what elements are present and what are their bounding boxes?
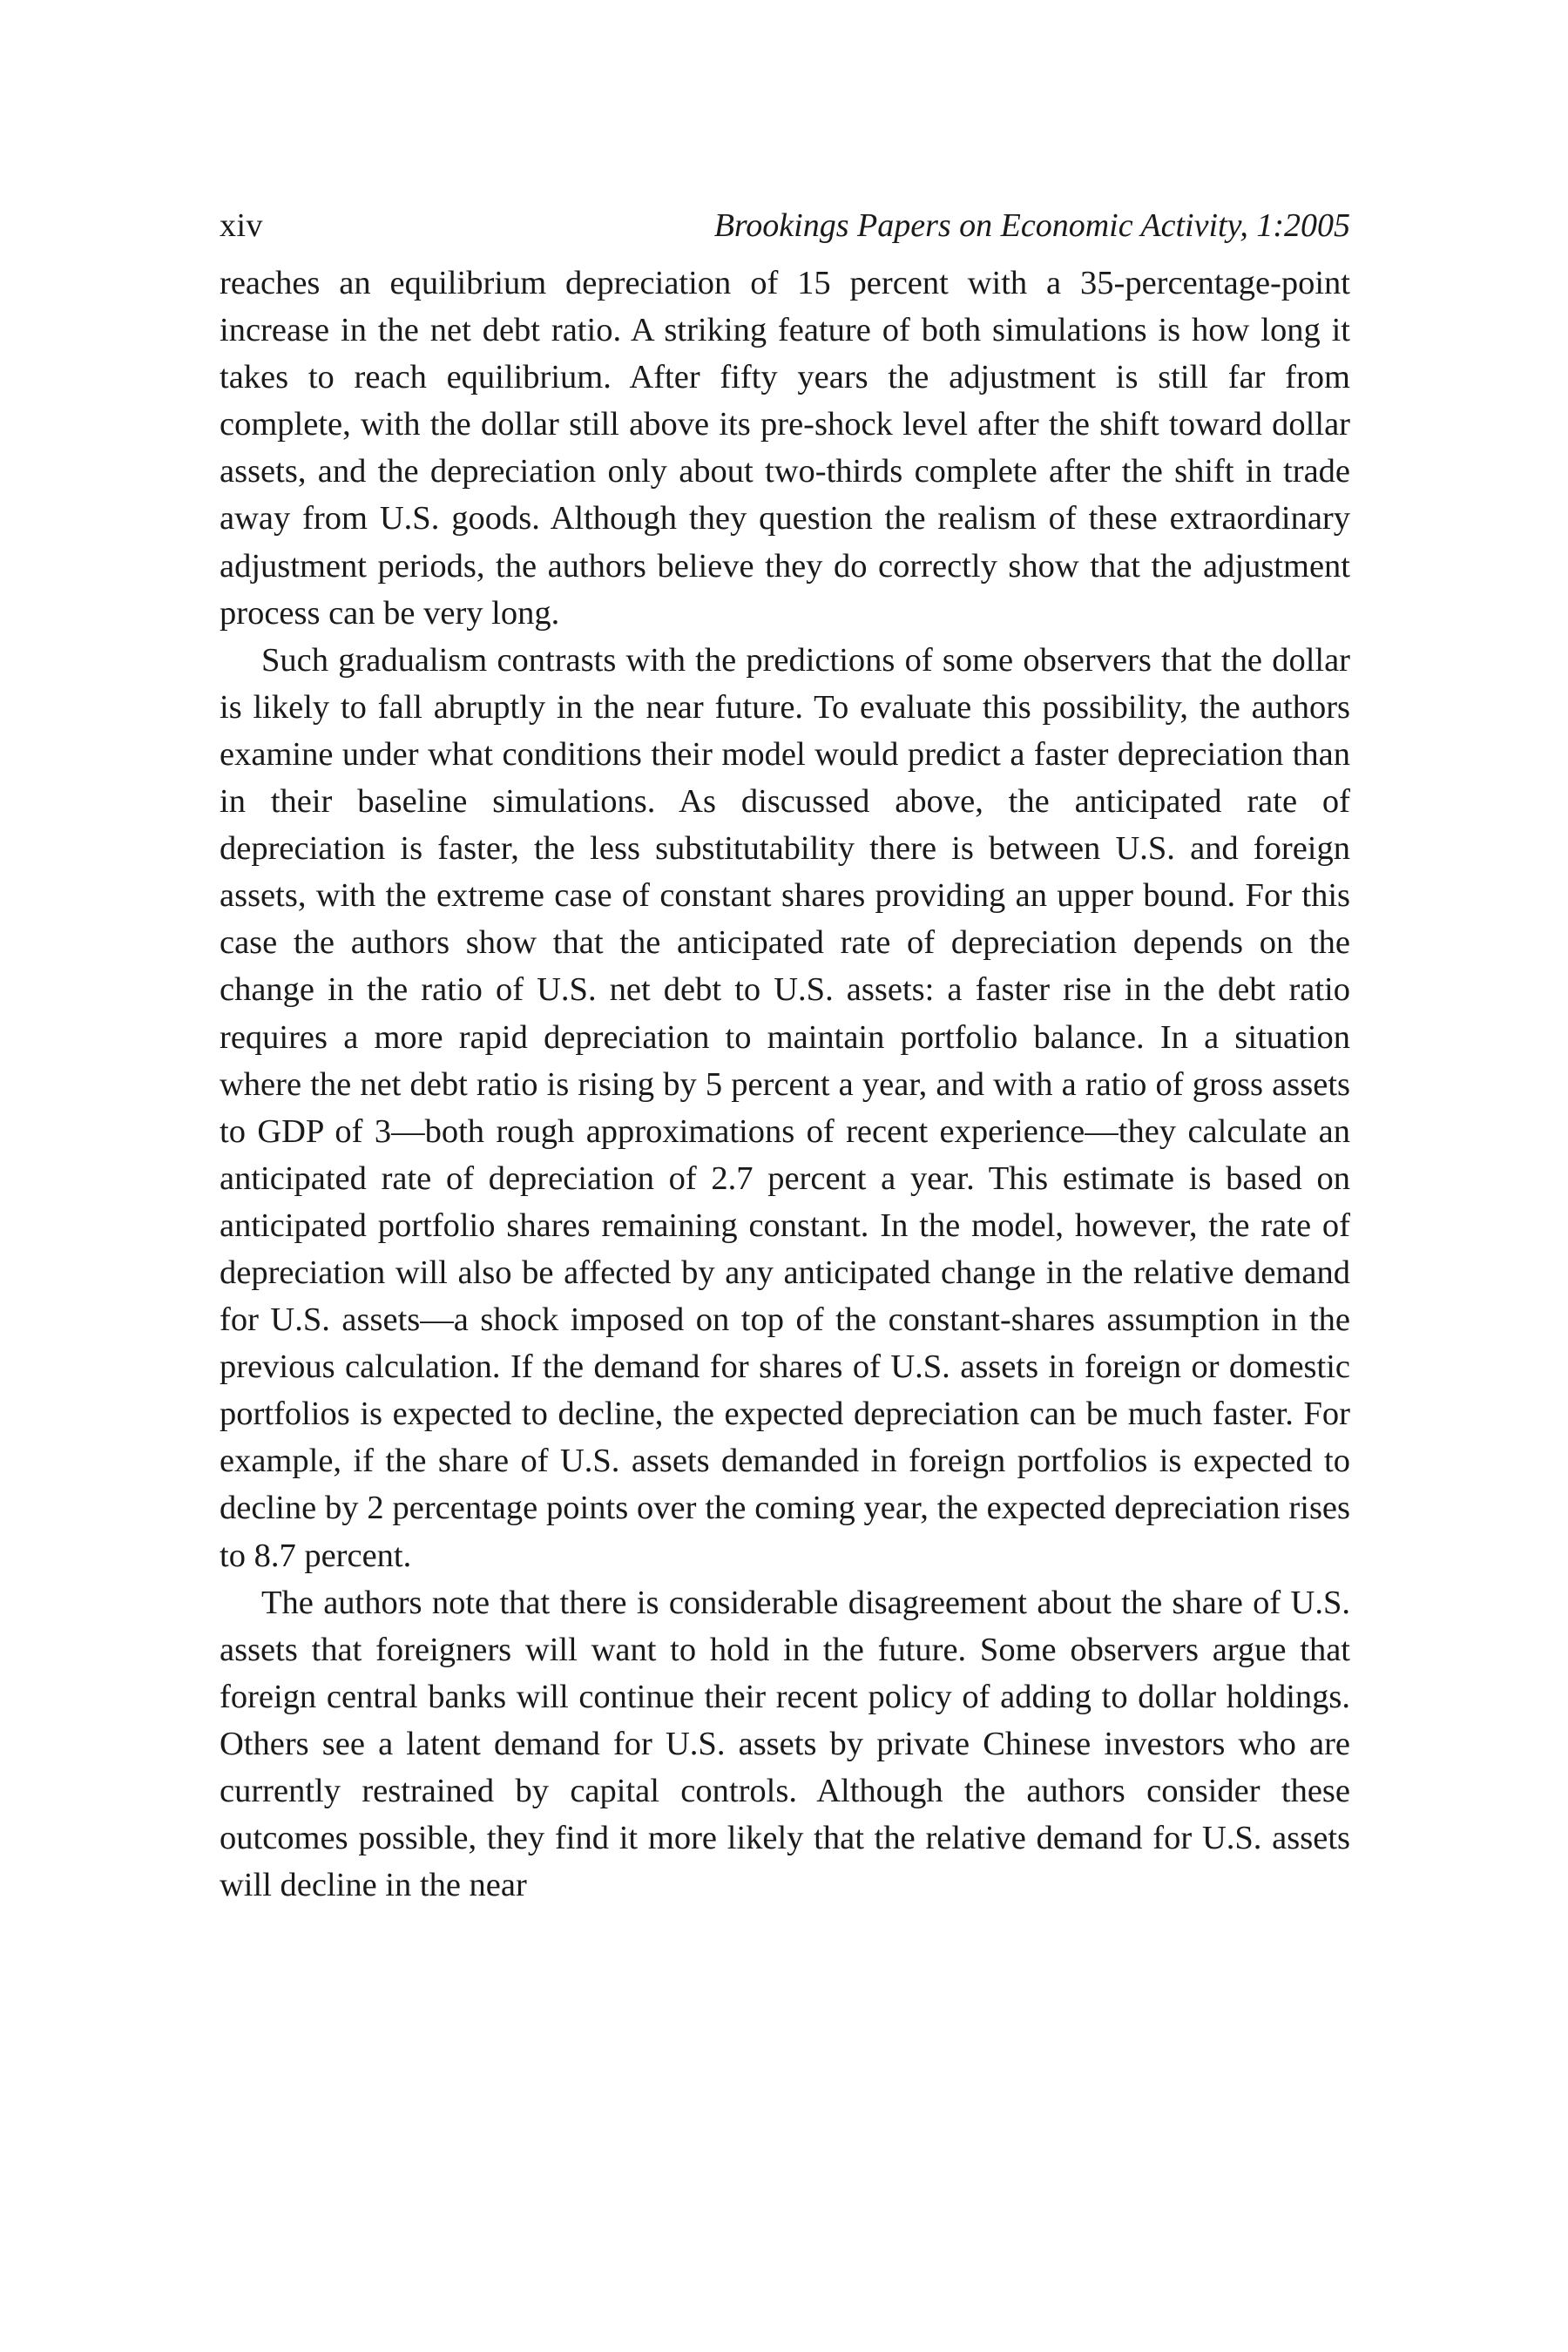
paragraph: Such gradualism contrasts with the predictions of some observers that the dollar is likely to fall abruptly in the near future. To evaluate this possibility, the authors examine under what conditions their model would predict a faster depreciation than in their baseline simulations. As discussed above, the anticipated rate of depreciation is faster, the less substitutability there is between U.S. and foreign assets, with the extreme case of constant shares providing an upper bound. For this case the authors show that the anticipated rate of depreciation depends on the change in the ratio of U.S. net debt to U.S. assets: a faster rise in the debt ratio requires a more rapid depreciation to maintain portfolio balance. In a situation where the net debt ratio is rising by 5 percent a year, and with a ratio of gross assets to GDP of 3—both rough approximations of recent experience—they calculate an anticipated rate of depreciation of 2.7 percent a year. This estimate is based on anticipated portfolio shares remaining constant. In the model, however, the rate of depreciation will also be affected by any anticipated change in the relative demand for U.S. assets—a shock imposed on top of the constant-shares assumption in the previous calculation. If the demand for shares of U.S. assets in foreign or domestic portfolios is expected to decline, the expected depreciation can be much faster. For example, if the share of U.S. assets demanded in foreign portfolios is expected to decline by 2 percentage points over the coming year, the expected depreciation rises to 8.7 percent. <box>220 641 1350 1574</box>
body-text <box>220 260 1350 1909</box>
paragraph: The authors note that there is considerable disagreement about the share of U.S. assets that foreigners will want to hold in the future. Some observers argue that foreign central banks will continue their recent policy of adding to dollar holdings. Others see a latent demand for U.S. assets by private Chinese investors who are currently restrained by capital controls. Although the authors consider these outcomes possible, they find it more likely that the relative demand for U.S. assets will decline in the near <box>220 1584 1350 1904</box>
paragraph-continued: reaches an equilibrium depreciation of 15 percent with a 35-percentage-point increase in the net debt ratio. A striking feature of both simulations is how long it takes to reach equilibrium. After fifty years the adjustment is still far from complete, with the dollar still above its pre-shock level after the shift toward dollar assets, and the depreciation only about two-thirds complete after the shift in trade away from U.S. goods. Although they question the realism of these extraordinary adjustment periods, the authors believe they do correctly show that the adjustment process can be very long. <box>220 265 1350 632</box>
running-head <box>220 209 1350 242</box>
book-page <box>220 209 1350 1909</box>
journal-title: Brookings Papers on Economic Activity, 1:2005 <box>713 207 1350 244</box>
page-number: xiv <box>220 207 264 244</box>
